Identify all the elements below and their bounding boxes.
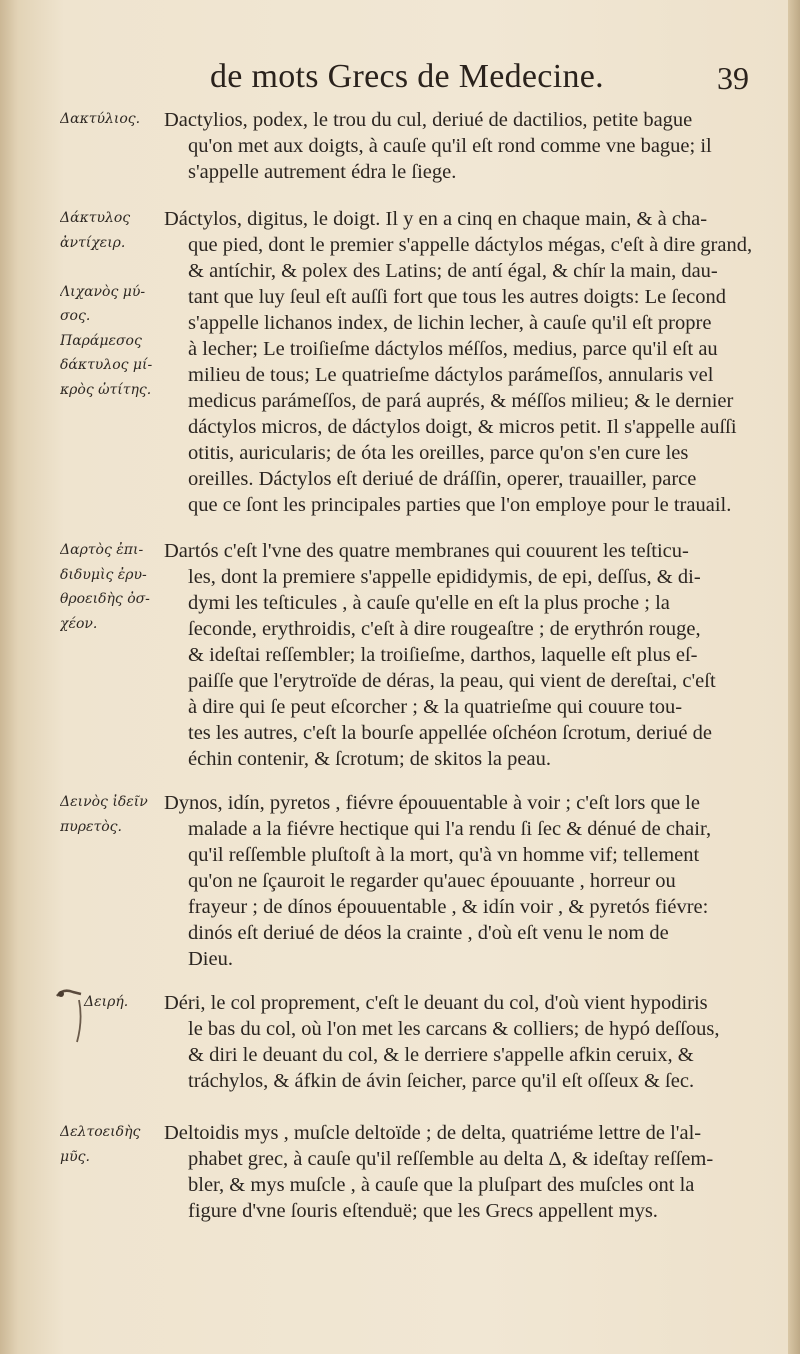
page-number: 39 <box>717 60 749 96</box>
text-line: le bas du col, où l'on met les carcans & colliers; de hypó deſſous, <box>188 1018 720 1040</box>
text-line: que pied, dont le premier s'appelle dáctylos mégas, c'eſt à dire grand, <box>188 234 753 256</box>
text-line: dinós eſt deriué de déos la crainte , d'où eſt venu le nom de <box>188 922 669 944</box>
text-line: Dactylios, podex, le trou du cul, deriué de dactilios, petite bague <box>164 109 693 131</box>
entry-text <box>164 538 754 772</box>
text-line: s'appelle lichanos index, de lichin lecher, à cauſe qu'il eſt propre <box>188 312 712 334</box>
margin-line: Δεινὸς ἰδεῖν <box>60 794 148 810</box>
text-line: dáctylos micros, de dáctylos doigt, & micros petit. Il s'appelle auſſi <box>188 416 737 438</box>
margin-line: Δελτοειδὴς <box>60 1124 141 1140</box>
margin-note <box>60 990 160 1015</box>
text-line: tes les autres, c'eſt la bourſe appellée oſchéon ſcrotum, deriué de <box>188 722 712 744</box>
text-line: paiſſe que l'erytroïde de déras, la peau, qui vient de dereſtai, c'eſt <box>188 670 716 692</box>
margin-line: Παράμεσος <box>60 332 142 349</box>
margin-line: Λιχανὸς μύ- <box>60 283 146 300</box>
margin-note <box>60 1120 160 1169</box>
entry-text <box>164 990 754 1094</box>
text-line: qu'on met aux doigts, à cauſe qu'il eſt rond comme vne bague; il <box>188 135 712 157</box>
margin-line: σος. <box>60 308 91 324</box>
text-line: à lecher; Le troiſieſme dáctylos méſſos, medius, parce qu'il eſt au <box>188 338 718 360</box>
text-line: Dartós c'eſt l'vne des quatre membranes qui couurent les teſticu- <box>164 540 689 562</box>
text-line: malade a la fiévre hectique qui l'a rendu ſi ſec & dénué de chair, <box>188 818 712 840</box>
margin-line: κρὸς ὠτίτης. <box>60 381 152 398</box>
text-line: & ideſtai reſſembler; la troiſieſme, darthos, laquelle eſt plus eſ- <box>188 644 698 666</box>
text-line: dymi les teſticules , à cauſe qu'elle en eſt la plus proche ; la <box>188 592 670 614</box>
margin-note <box>60 790 160 839</box>
margin-note <box>60 538 160 636</box>
margin-line: Δακτύλιος. <box>60 111 141 127</box>
text-line: que ce ſont les principales parties que l'on employe pour le trauail. <box>188 494 732 516</box>
text-line: Deltoidis mys , muſcle deltoïde ; de delta, quatriéme lettre de l'al- <box>164 1122 702 1144</box>
margin-line: δάκτυλος μί- <box>60 357 153 373</box>
text-line: otitis, auricularis; de óta les oreilles, parce qu'on s'en cure les <box>188 442 689 464</box>
entry-text <box>164 1120 754 1224</box>
entry-text <box>164 206 754 518</box>
text-line: & diri le deuant du col, & le derriere s'appelle afkin ceruix, & <box>188 1044 694 1066</box>
margin-line: χέον. <box>60 615 98 632</box>
margin-line: ἀντίχειρ. <box>60 234 126 251</box>
text-line: s'appelle autrement édra le ſiege. <box>188 161 457 183</box>
margin-line: Δειρή. <box>84 994 129 1010</box>
margin-line: Δαρτὸς ἐπι- <box>60 542 144 558</box>
running-head-title: de mots Grecs de Medecine. <box>210 58 604 95</box>
margin-line: πυρετὸς. <box>60 818 122 835</box>
text-line: tant que luy ſeul eſt auſſi fort que tous les autres doigts: Le ſecond <box>188 286 726 308</box>
text-line: à dire qui ſe peut eſcorcher ; & la quatrieſme qui couure tou- <box>188 696 683 718</box>
text-line: frayeur ; de dínos épouuentable , & idín voir , & pyretós fiévre: <box>188 896 709 918</box>
text-line: Déri, le col proprement, c'eſt le deuant du col, d'où vient hypodiris <box>164 992 708 1014</box>
page-gutter <box>0 0 18 1354</box>
text-line: qu'on ne ſçauroit le regarder qu'auec épouuante , horreur ou <box>188 870 676 892</box>
text-line: qu'il reſſemble pluſtoſt à la mort, qu'à vn homme vif; tellement <box>188 844 700 866</box>
text-line: ſeconde, erythroidis, c'eſt à dire rougeaſtre ; de erythrón rouge, <box>188 618 701 640</box>
entry-text <box>164 790 754 972</box>
text-line: oreilles. Dáctylos eſt deriué de dráſſin, operer, trauailler, parce <box>188 468 697 490</box>
text-line: tráchylos, & áfkin de ávin ſeicher, parce qu'il eſt oſſeux & ſec. <box>188 1070 695 1092</box>
margin-line: διδυμὶς ἐρυ- <box>60 566 147 583</box>
margin-note <box>60 206 160 402</box>
text-line: Dynos, idín, pyretos , fiévre épouuentable à voir ; c'eſt lors que le <box>164 792 700 814</box>
entry-text <box>164 107 754 185</box>
text-line: Dáctylos, digitus, le doigt. Il y en a cinq en chaque main, & à cha- <box>164 208 708 230</box>
margin-note <box>60 107 160 132</box>
text-line: & antíchir, & polex des Latins; de antí égal, & chír la main, dau- <box>188 260 718 282</box>
text-line: figure d'vne ſouris eſtenduë; que les Grecs appellent mys. <box>188 1200 658 1222</box>
margin-line <box>60 255 160 280</box>
text-line: les, dont la premiere s'appelle epididymis, de epi, deſſus, & di- <box>188 566 701 588</box>
text-line: bler, & mys muſcle , à cauſe que la pluſpart des muſcles ont la <box>188 1174 695 1196</box>
text-line: phabet grec, à cauſe qu'il reſſemble au delta Δ, & ideſtay reſſem- <box>188 1148 714 1170</box>
page-edge <box>788 0 800 1354</box>
text-line: medicus parámeſſos, de pará auprés, & méſſos milieu; & le dernier <box>188 390 734 412</box>
text-line: milieu de tous; Le quatrieſme dáctylos parámeſſos, annularis vel <box>188 364 714 386</box>
text-line: Dieu. <box>188 948 233 970</box>
text-line: échin contenir, & ſcrotum; de skitos la peau. <box>188 748 551 770</box>
margin-line: Δάκτυλος <box>60 210 131 226</box>
margin-line: θροειδὴς ὀσ- <box>60 591 150 607</box>
margin-line: μῦς. <box>60 1148 90 1165</box>
